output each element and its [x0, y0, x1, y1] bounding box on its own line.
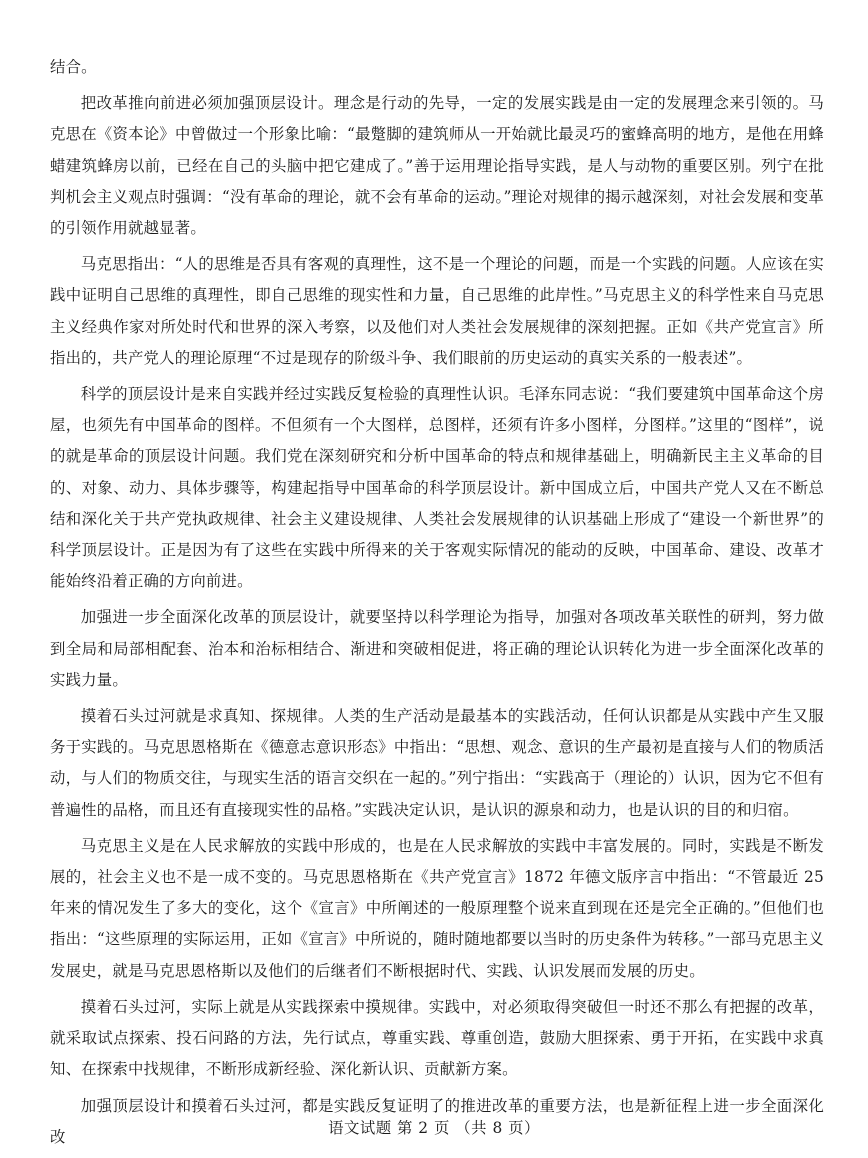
paragraph-marx-thinking: 马克思指出：“人的思维是否具有客观的真理性，这不是一个理论的问题，而是一个实践的问题。人应该在实践中证明自己思维的真理性，即自己思维的现实性和力量，自己思维的此岸性。”马克思主义的科学性来自马克思主义经典作家对所处时代和世界的深入考察，以及他们对人类社会发展规律的深刻把握。正如《共产党宣言》所指出的，共产党人的理论原理“不过是现存的阶级斗争、我们眼前的历史运动的真实关系的一般表述”。 — [50, 255, 824, 367]
paragraph-strengthen-design: 加强进一步全面深化改革的顶层设计，就要坚持以科学理论为指导，加强对各项改革关联性的研判，努力做到全局和局部相配套、治本和治标相结合、渐进和突破相促进，将正确的理论认识转化为进一步全面深化改革的实践力量。 — [50, 608, 824, 689]
document-body — [50, 52, 824, 1158]
paragraph-crossing-river: 摸着石头过河就是求真知、探规律。人类的生产活动是最基本的实践活动，任何认识都是从实践中产生又服务于实践的。马克思恩格斯在《德意志意识形态》中指出：“思想、观念、意识的生产最初是直接与人们的物质活动，与人们的物质交往，与现实生活的语言交织在一起的。”列宁指出：“实践高于（理论的）认识，因为它不但有普遍性的品格，而且还有直接现实性的品格。”实践决定认识，是认识的源泉和动力，也是认识的目的和归宿。 — [50, 707, 824, 819]
page-footer: 语文试题 第 2 页 （共 8 页） — [328, 1119, 540, 1137]
paragraph-continuation: 结合。 — [50, 58, 97, 76]
paragraph-explore-laws: 摸着石头过河，实际上就是从实践探索中摸规律。实践中，对必须取得突破但一时还不那么有把握的改革，就采取试点探索、投石问路的方法，先行试点，尊重实践、尊重创造，鼓励大胆探索、勇于开拓，在实践中求真知、在探索中找规律，不断形成新经验、深化新认识、贡献新方案。 — [50, 997, 824, 1079]
paragraph-scientific-design: 科学的顶层设计是来自实践并经过实践反复检验的真理性认识。毛泽东同志说：“我们要建筑中国革命这个房屋，也须先有中国革命的图样。不但须有一个大图样，总图样，还须有许多小图样，分图样。”这里的“图样”，说的就是革命的顶层设计问题。我们党在深刻研究和分析中国革命的特点和规律基础上，明确新民主主义革命的目的、对象、动力、具体步骤等，构建起指导中国革命的科学顶层设计。新中国成立后，中国共产党人又在不断总结和深化关于共产党执政规律、社会主义建设规律、人类社会发展规律的认识基础上形成了“建设一个新世界”的科学顶层设计。正是因为有了这些在实践中所得来的关于客观实际情况的能动的反映，中国革命、建设、改革才能始终沿着正确的方向前进。 — [50, 385, 824, 591]
paragraph-top-level-design: 把改革推向前进必须加强顶层设计。理念是行动的先导，一定的发展实践是由一定的发展理念来引领的。马克思在《资本论》中曾做过一个形象比喻：“最蹩脚的建筑师从一开始就比最灵巧的蜜蜂高明的地方，是他在用蜂蜡建筑蜂房以前，已经在自己的头脑中把它建成了。”善于运用理论指导实践，是人与动物的重要区别。列宁在批判机会主义观点时强调：“没有革命的理论，就不会有革命的运动。”理论对规律的揭示越深刻，对社会发展和变革的引领作用就越显著。 — [50, 94, 824, 238]
paragraph-closing: 加强顶层设计和摸着石头过河，都是实践反复证明了的推进改革的重要方法，也是新征程上进一步全面深化改 — [50, 1096, 824, 1146]
paragraph-marxism-practice: 马克思主义是在人民求解放的实践中形成的，也是在人民求解放的实践中丰富发展的。同时，实践是不断发展的，社会主义也不是一成不变的。马克思恩格斯在《共产党宣言》1872 年德文版序言中指出：“不管最近 25 年来的情况发生了多大的变化，这个《宣言》中所阐述的一般原理整个说来直到现在还是完全正确的。”但他们也指出：“这些原理的实际运用，正如《宣言》中所说的，随时随地都要以当时的历史条件为转移。”一部马克思主义发展史，就是马克思恩格斯以及他们的后继者们不断根据时代、实践、认识发展而发展的历史。 — [50, 836, 824, 980]
